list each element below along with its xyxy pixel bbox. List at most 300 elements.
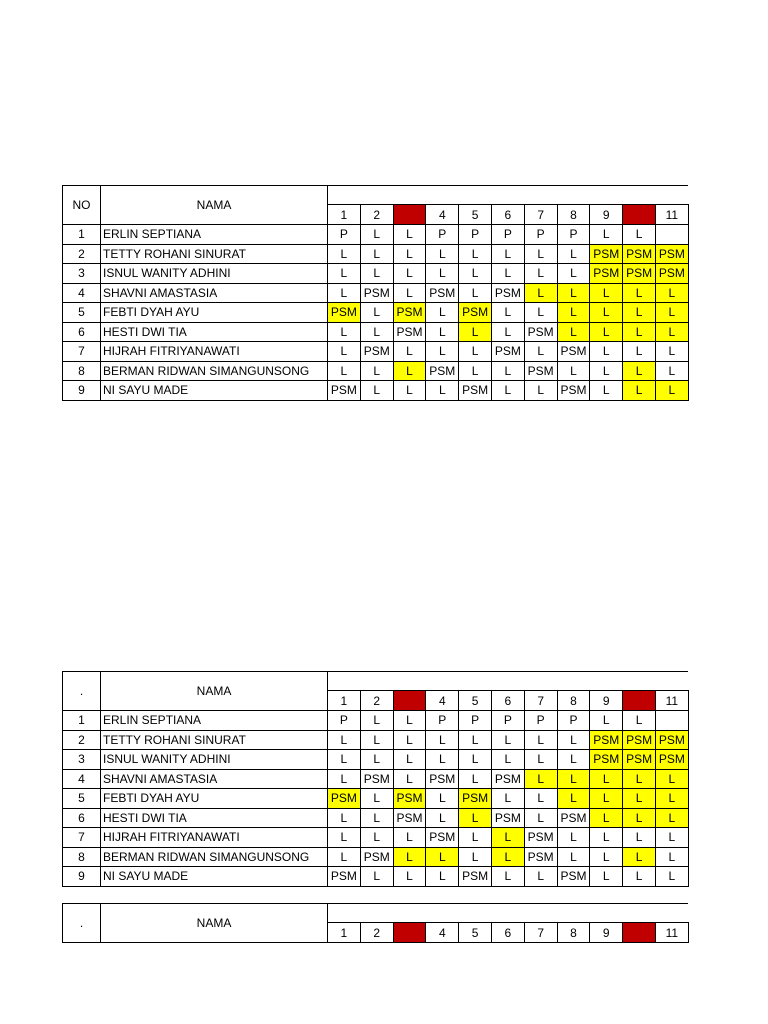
student-name: SHAVNI AMASTASIA (101, 283, 328, 303)
attendance-cell[interactable]: L (360, 789, 393, 809)
attendance-cell[interactable]: PSM (623, 244, 656, 264)
row-number: 1 (63, 225, 101, 245)
attendance-cell[interactable]: L (393, 730, 426, 750)
table-row (63, 342, 689, 362)
attendance-cell[interactable]: PSM (426, 769, 459, 789)
row-number: 3 (63, 750, 101, 770)
attendance-cell[interactable]: L (623, 361, 656, 381)
attendance-cell[interactable]: PSM (655, 264, 688, 284)
attendance-cell[interactable]: L (459, 322, 492, 342)
attendance-cell[interactable]: PSM (459, 789, 492, 809)
attendance-cell[interactable]: L (557, 750, 590, 770)
attendance-cell[interactable]: L (623, 828, 656, 848)
attendance-cell[interactable]: L (524, 244, 557, 264)
attendance-cell[interactable]: L (557, 322, 590, 342)
attendance-cell[interactable]: PSM (590, 244, 623, 264)
table-row (63, 730, 689, 750)
attendance-cell[interactable]: PSM (328, 381, 361, 401)
attendance-cell[interactable]: L (557, 244, 590, 264)
attendance-cell[interactable]: L (426, 808, 459, 828)
attendance-cell[interactable]: L (524, 750, 557, 770)
attendance-cell[interactable]: L (459, 750, 492, 770)
attendance-cell[interactable]: L (393, 867, 426, 887)
attendance-cell[interactable]: PSM (590, 264, 623, 284)
attendance-cell[interactable]: L (524, 789, 557, 809)
attendance-cell[interactable]: L (590, 381, 623, 401)
row-number: 8 (63, 361, 101, 381)
day-header: 10 (623, 691, 656, 711)
table-row (63, 283, 689, 303)
attendance-cell[interactable]: L (426, 867, 459, 887)
attendance-cell[interactable]: L (426, 847, 459, 867)
day-header: 6 (491, 691, 524, 711)
table-row (63, 847, 689, 867)
attendance-cell[interactable]: L (623, 342, 656, 362)
student-name: TETTY ROHANI SINURAT (101, 244, 328, 264)
attendance-cell[interactable]: PSM (491, 808, 524, 828)
attendance-cell[interactable]: L (328, 322, 361, 342)
attendance-cell[interactable]: L (459, 769, 492, 789)
table-row (63, 244, 689, 264)
attendance-cell[interactable]: P (459, 711, 492, 731)
row-number: 7 (63, 828, 101, 848)
attendance-cell[interactable]: PSM (360, 342, 393, 362)
attendance-cell[interactable]: PSM (491, 342, 524, 362)
attendance-cell[interactable]: L (360, 264, 393, 284)
attendance-cell[interactable]: L (557, 847, 590, 867)
day-header: 7 (524, 691, 557, 711)
student-name: FEBTI DYAH AYU (101, 789, 328, 809)
table-row (63, 361, 689, 381)
table-row (63, 867, 689, 887)
attendance-cell[interactable]: L (590, 361, 623, 381)
attendance-cell[interactable]: L (524, 730, 557, 750)
row-number: 2 (63, 730, 101, 750)
attendance-cell[interactable]: L (655, 867, 688, 887)
attendance-cell[interactable]: L (393, 361, 426, 381)
attendance-cell[interactable]: P (426, 711, 459, 731)
attendance-cell[interactable]: L (360, 730, 393, 750)
attendance-cell[interactable]: PSM (655, 730, 688, 750)
attendance-cell[interactable]: L (491, 789, 524, 809)
nama-header: NAMA (101, 186, 328, 225)
attendance-cell[interactable]: PSM (623, 730, 656, 750)
attendance-cell[interactable]: L (426, 381, 459, 401)
attendance-cell[interactable]: L (393, 750, 426, 770)
attendance-cell[interactable]: PSM (557, 381, 590, 401)
attendance-cell[interactable]: L (524, 342, 557, 362)
attendance-cell[interactable]: L (524, 867, 557, 887)
attendance-cell[interactable]: L (426, 730, 459, 750)
attendance-cell[interactable]: L (328, 342, 361, 362)
attendance-grid (62, 185, 689, 401)
day-header: 9 (590, 691, 623, 711)
attendance-cell[interactable]: PSM (590, 730, 623, 750)
attendance-cell[interactable]: L (590, 303, 623, 323)
attendance-cell[interactable]: P (557, 225, 590, 245)
day-header: 3 (393, 923, 426, 943)
attendance-cell[interactable]: L (360, 828, 393, 848)
day-header: 10 (623, 205, 656, 225)
student-name: HIJRAH FITRIYANAWATI (101, 342, 328, 362)
attendance-cell[interactable]: L (557, 303, 590, 323)
attendance-cell[interactable]: PSM (328, 789, 361, 809)
attendance-cell[interactable]: L (360, 750, 393, 770)
row-number: 9 (63, 867, 101, 887)
attendance-cell[interactable]: L (524, 808, 557, 828)
attendance-cell[interactable]: L (655, 322, 688, 342)
attendance-cell[interactable]: PSM (393, 808, 426, 828)
day-header: 6 (491, 205, 524, 225)
attendance-cell[interactable]: L (623, 381, 656, 401)
attendance-cell[interactable]: L (328, 847, 361, 867)
student-name: SHAVNI AMASTASIA (101, 769, 328, 789)
student-name: NI SAYU MADE (101, 867, 328, 887)
attendance-cell[interactable]: L (590, 828, 623, 848)
attendance-cell[interactable]: L (655, 828, 688, 848)
attendance-cell[interactable]: L (426, 342, 459, 362)
attendance-cell[interactable]: L (590, 711, 623, 731)
attendance-cell[interactable]: PSM (524, 322, 557, 342)
attendance-cell[interactable]: PSM (459, 867, 492, 887)
day-header: 7 (524, 205, 557, 225)
attendance-cell[interactable]: PSM (491, 283, 524, 303)
attendance-cell[interactable]: L (623, 711, 656, 731)
attendance-cell[interactable]: L (590, 847, 623, 867)
attendance-cell[interactable]: L (590, 789, 623, 809)
day-header: 9 (590, 923, 623, 943)
attendance-cell[interactable]: L (655, 808, 688, 828)
attendance-cell[interactable]: L (590, 769, 623, 789)
attendance-cell[interactable]: L (655, 789, 688, 809)
attendance-cell[interactable]: L (590, 225, 623, 245)
attendance-cell[interactable]: L (524, 264, 557, 284)
attendance-cell[interactable]: L (393, 847, 426, 867)
attendance-cell[interactable]: L (655, 381, 688, 401)
date-header-band (328, 186, 689, 205)
student-name: ERLIN SEPTIANA (101, 225, 328, 245)
row-number: 4 (63, 769, 101, 789)
no-header: . (63, 904, 101, 943)
attendance-cell[interactable]: L (360, 322, 393, 342)
no-header: NO (63, 186, 101, 225)
attendance-cell[interactable]: PSM (393, 789, 426, 809)
student-name: BERMAN RIDWAN SIMANGUNSONG (101, 847, 328, 867)
attendance-cell[interactable]: L (557, 730, 590, 750)
table-row (63, 264, 689, 284)
student-name: ERLIN SEPTIANA (101, 711, 328, 731)
table-row (63, 789, 689, 809)
nama-header: NAMA (101, 672, 328, 711)
attendance-cell[interactable]: L (491, 322, 524, 342)
attendance-cell[interactable]: L (623, 225, 656, 245)
attendance-cell[interactable]: L (393, 828, 426, 848)
attendance-cell[interactable]: PSM (459, 303, 492, 323)
attendance-cell[interactable]: PSM (360, 847, 393, 867)
attendance-cell[interactable]: L (459, 244, 492, 264)
attendance-cell[interactable]: PSM (393, 322, 426, 342)
attendance-cell[interactable]: L (459, 730, 492, 750)
attendance-cell[interactable]: L (491, 244, 524, 264)
date-header-band (328, 904, 689, 923)
student-name: HESTI DWI TIA (101, 808, 328, 828)
day-header: 11 (655, 205, 688, 225)
attendance-cell[interactable]: L (328, 730, 361, 750)
attendance-cell[interactable]: L (360, 867, 393, 887)
row-number: 1 (63, 711, 101, 731)
attendance-cell[interactable]: L (393, 342, 426, 362)
attendance-cell[interactable]: L (360, 225, 393, 245)
row-number: 4 (63, 283, 101, 303)
attendance-cell[interactable]: L (491, 867, 524, 887)
attendance-cell[interactable]: L (328, 283, 361, 303)
student-name: HIJRAH FITRIYANAWATI (101, 828, 328, 848)
attendance-cell[interactable]: P (328, 711, 361, 731)
attendance-cell[interactable]: L (393, 225, 426, 245)
attendance-cell[interactable]: P (524, 711, 557, 731)
attendance-cell[interactable]: L (524, 283, 557, 303)
attendance-cell[interactable]: L (524, 769, 557, 789)
attendance-cell[interactable]: L (360, 808, 393, 828)
attendance-cell[interactable]: PSM (557, 808, 590, 828)
attendance-cell[interactable]: PSM (524, 361, 557, 381)
day-header: 1 (328, 205, 361, 225)
attendance-cell[interactable]: P (524, 225, 557, 245)
day-header: 11 (655, 923, 688, 943)
attendance-cell[interactable]: L (426, 303, 459, 323)
table-row (63, 828, 689, 848)
table-row (63, 381, 689, 401)
student-name: HESTI DWI TIA (101, 322, 328, 342)
day-header: 7 (524, 923, 557, 943)
attendance-cell[interactable]: PSM (655, 750, 688, 770)
date-header-band (328, 672, 689, 691)
student-name: ISNUL WANITY ADHINI (101, 750, 328, 770)
attendance-cell[interactable]: L (590, 283, 623, 303)
day-header: 5 (459, 923, 492, 943)
attendance-table-1 (62, 185, 689, 401)
day-header: 8 (557, 691, 590, 711)
table-row (63, 769, 689, 789)
attendance-cell[interactable]: L (655, 283, 688, 303)
table-row (63, 808, 689, 828)
attendance-cell[interactable]: L (328, 361, 361, 381)
attendance-cell[interactable]: L (393, 711, 426, 731)
student-name: ISNUL WANITY ADHINI (101, 264, 328, 284)
attendance-cell[interactable]: PSM (426, 828, 459, 848)
attendance-cell[interactable]: L (655, 342, 688, 362)
attendance-cell[interactable]: P (459, 225, 492, 245)
attendance-cell[interactable]: L (459, 808, 492, 828)
attendance-cell[interactable]: L (459, 828, 492, 848)
attendance-cell[interactable]: L (426, 244, 459, 264)
attendance-cell[interactable]: L (491, 750, 524, 770)
attendance-cell[interactable]: L (623, 808, 656, 828)
attendance-cell[interactable]: L (360, 711, 393, 731)
attendance-cell[interactable]: L (360, 244, 393, 264)
attendance-cell[interactable]: L (491, 730, 524, 750)
day-header: 8 (557, 205, 590, 225)
attendance-cell[interactable]: L (491, 381, 524, 401)
attendance-cell[interactable]: L (524, 381, 557, 401)
table-row (63, 303, 689, 323)
attendance-cell[interactable]: PSM (557, 867, 590, 887)
attendance-cell[interactable]: P (491, 711, 524, 731)
row-number: 6 (63, 322, 101, 342)
student-name: FEBTI DYAH AYU (101, 303, 328, 323)
attendance-cell[interactable]: L (360, 303, 393, 323)
attendance-cell[interactable]: PSM (524, 828, 557, 848)
attendance-cell[interactable]: L (426, 322, 459, 342)
student-name: BERMAN RIDWAN SIMANGUNSONG (101, 361, 328, 381)
attendance-cell[interactable]: L (328, 264, 361, 284)
attendance-cell[interactable]: PSM (623, 750, 656, 770)
attendance-grid (62, 903, 689, 943)
attendance-cell[interactable]: P (557, 711, 590, 731)
day-header: 2 (360, 923, 393, 943)
attendance-cell[interactable]: L (655, 303, 688, 323)
attendance-cell[interactable]: L (623, 867, 656, 887)
day-header: 4 (426, 205, 459, 225)
attendance-cell[interactable]: L (590, 342, 623, 362)
day-header: 10 (623, 923, 656, 943)
day-header: 8 (557, 923, 590, 943)
attendance-cell[interactable]: PSM (557, 342, 590, 362)
attendance-cell[interactable]: PSM (328, 303, 361, 323)
attendance-cell[interactable]: L (557, 769, 590, 789)
row-number: 9 (63, 381, 101, 401)
attendance-cell[interactable]: L (491, 303, 524, 323)
attendance-cell[interactable]: L (328, 828, 361, 848)
day-header: 9 (590, 205, 623, 225)
row-number: 5 (63, 789, 101, 809)
attendance-cell[interactable]: L (328, 750, 361, 770)
row-number: 3 (63, 264, 101, 284)
attendance-cell[interactable]: L (655, 361, 688, 381)
day-header: 6 (491, 923, 524, 943)
day-header: 1 (328, 923, 361, 943)
attendance-cell[interactable]: L (459, 361, 492, 381)
attendance-cell[interactable]: L (393, 381, 426, 401)
attendance-cell[interactable]: PSM (491, 769, 524, 789)
day-header: 5 (459, 205, 492, 225)
attendance-cell[interactable]: L (557, 361, 590, 381)
attendance-cell[interactable]: L (557, 828, 590, 848)
attendance-cell[interactable]: L (655, 769, 688, 789)
table-row (63, 711, 689, 731)
attendance-cell[interactable]: PSM (655, 244, 688, 264)
attendance-cell[interactable]: L (623, 283, 656, 303)
attendance-cell[interactable]: L (623, 769, 656, 789)
day-header: 3 (393, 691, 426, 711)
no-header: . (63, 672, 101, 711)
attendance-cell[interactable]: P (328, 225, 361, 245)
attendance-cell[interactable]: L (328, 244, 361, 264)
day-header: 1 (328, 691, 361, 711)
attendance-cell[interactable]: L (655, 847, 688, 867)
day-header: 4 (426, 691, 459, 711)
row-number: 6 (63, 808, 101, 828)
table-row (63, 750, 689, 770)
attendance-cell[interactable]: L (623, 789, 656, 809)
attendance-cell[interactable]: L (491, 264, 524, 284)
day-header: 2 (360, 205, 393, 225)
attendance-cell[interactable]: L (459, 283, 492, 303)
row-number: 8 (63, 847, 101, 867)
attendance-cell[interactable]: PSM (360, 769, 393, 789)
attendance-cell[interactable]: L (393, 769, 426, 789)
nama-header: NAMA (101, 904, 328, 943)
attendance-cell[interactable]: L (623, 847, 656, 867)
attendance-cell[interactable] (655, 225, 688, 245)
attendance-cell[interactable]: L (426, 789, 459, 809)
attendance-cell[interactable]: L (393, 244, 426, 264)
day-header: 5 (459, 691, 492, 711)
attendance-cell[interactable]: P (491, 225, 524, 245)
attendance-cell[interactable]: L (426, 264, 459, 284)
attendance-cell[interactable]: L (459, 342, 492, 362)
attendance-cell[interactable]: PSM (524, 847, 557, 867)
row-number: 5 (63, 303, 101, 323)
attendance-cell[interactable]: L (491, 361, 524, 381)
table-row (63, 225, 689, 245)
attendance-table-3 (62, 903, 689, 943)
attendance-cell[interactable]: L (328, 808, 361, 828)
attendance-cell[interactable]: PSM (393, 303, 426, 323)
attendance-cell[interactable]: L (557, 789, 590, 809)
student-name: TETTY ROHANI SINURAT (101, 730, 328, 750)
row-number: 7 (63, 342, 101, 362)
attendance-cell[interactable]: PSM (623, 264, 656, 284)
attendance-cell[interactable]: L (360, 361, 393, 381)
attendance-cell[interactable]: L (360, 381, 393, 401)
attendance-cell[interactable]: L (524, 303, 557, 323)
attendance-table-2 (62, 671, 689, 887)
attendance-cell[interactable]: L (328, 769, 361, 789)
attendance-grid (62, 671, 689, 887)
attendance-cell[interactable]: L (590, 867, 623, 887)
attendance-cell[interactable]: L (459, 847, 492, 867)
day-header: 3 (393, 205, 426, 225)
attendance-cell[interactable]: L (623, 322, 656, 342)
attendance-cell[interactable]: PSM (590, 750, 623, 770)
attendance-cell[interactable]: L (393, 283, 426, 303)
attendance-cell[interactable]: P (426, 225, 459, 245)
attendance-cell[interactable]: PSM (459, 381, 492, 401)
row-number: 2 (63, 244, 101, 264)
day-header: 4 (426, 923, 459, 943)
attendance-cell[interactable] (655, 711, 688, 731)
attendance-cell[interactable]: L (557, 283, 590, 303)
attendance-cell[interactable]: PSM (328, 867, 361, 887)
attendance-cell[interactable]: L (623, 303, 656, 323)
attendance-cell[interactable]: L (491, 847, 524, 867)
attendance-cell[interactable]: L (590, 808, 623, 828)
attendance-cell[interactable]: L (393, 264, 426, 284)
day-header: 11 (655, 691, 688, 711)
attendance-cell[interactable]: L (590, 322, 623, 342)
student-name: NI SAYU MADE (101, 381, 328, 401)
attendance-cell[interactable]: L (557, 264, 590, 284)
day-header: 2 (360, 691, 393, 711)
attendance-cell[interactable]: PSM (426, 283, 459, 303)
attendance-cell[interactable]: L (459, 264, 492, 284)
table-row (63, 322, 689, 342)
attendance-cell[interactable]: L (426, 750, 459, 770)
attendance-cell[interactable]: L (491, 828, 524, 848)
attendance-cell[interactable]: PSM (360, 283, 393, 303)
attendance-cell[interactable]: PSM (426, 361, 459, 381)
